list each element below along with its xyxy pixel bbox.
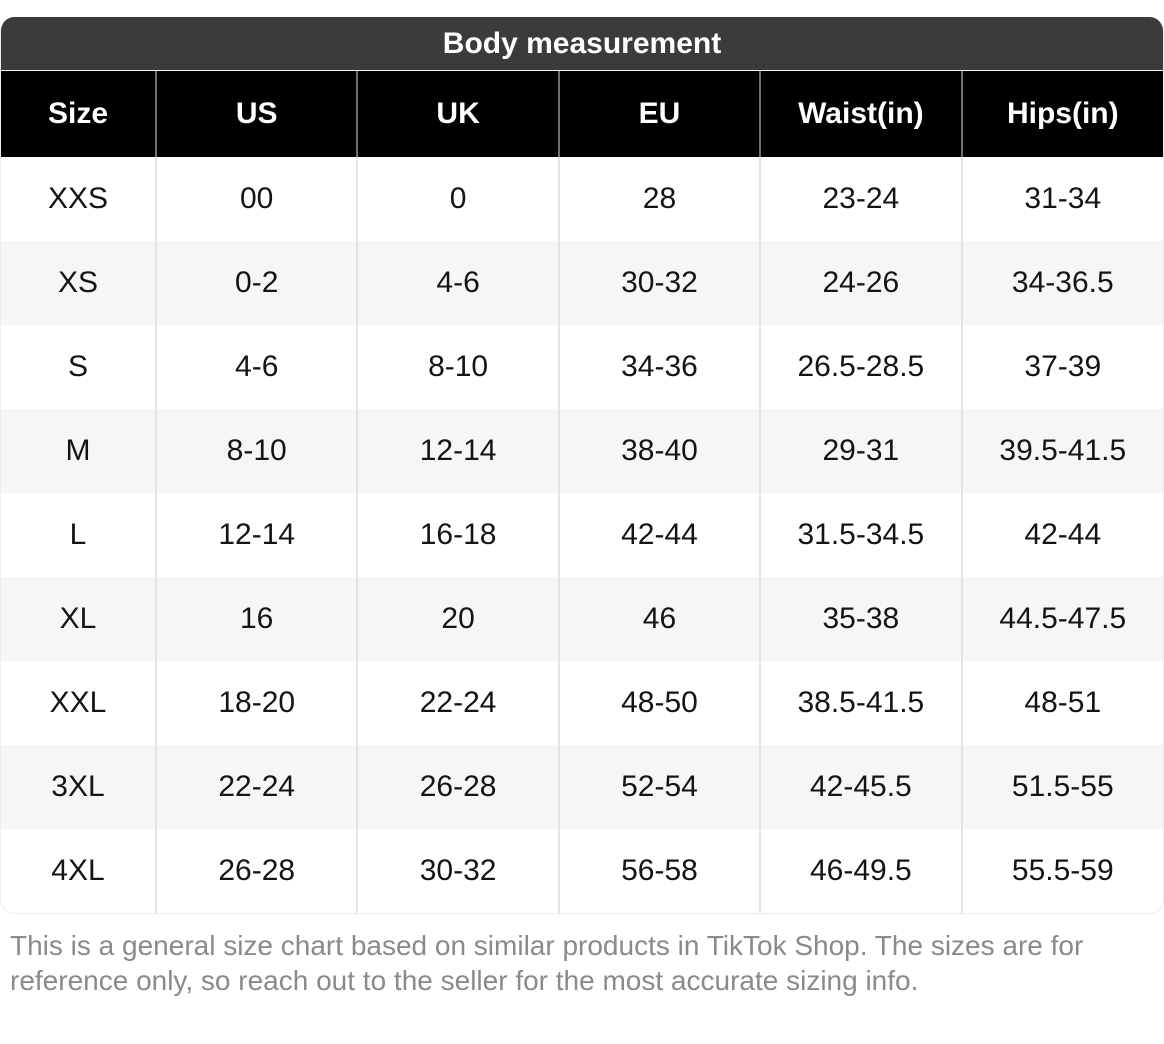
measurement-cell: 22-24	[156, 745, 357, 829]
measurement-cell: 42-45.5	[760, 745, 961, 829]
measurement-cell: 42-44	[559, 493, 760, 577]
measurement-cell: 23-24	[760, 157, 961, 241]
table-header	[1, 71, 1163, 157]
size-label-cell: S	[1, 325, 156, 409]
measurement-cell: 26-28	[156, 829, 357, 913]
measurement-cell: 31.5-34.5	[760, 493, 961, 577]
column-header-eu: EU	[559, 71, 760, 157]
body-measurement-table	[1, 71, 1163, 913]
measurement-cell: 55.5-59	[962, 829, 1163, 913]
header-row	[1, 71, 1163, 157]
table-row	[1, 829, 1163, 913]
size-label-cell: XXL	[1, 661, 156, 745]
table-row	[1, 577, 1163, 661]
column-header-size: Size	[1, 71, 156, 157]
table-row	[1, 325, 1163, 409]
measurement-cell: 4-6	[156, 325, 357, 409]
table-row	[1, 157, 1163, 241]
measurement-cell: 34-36	[559, 325, 760, 409]
measurement-cell: 52-54	[559, 745, 760, 829]
table-row	[1, 493, 1163, 577]
size-label-cell: L	[1, 493, 156, 577]
measurement-cell: 18-20	[156, 661, 357, 745]
measurement-cell: 35-38	[760, 577, 961, 661]
measurement-cell: 28	[559, 157, 760, 241]
measurement-cell: 34-36.5	[962, 241, 1163, 325]
measurement-cell: 48-51	[962, 661, 1163, 745]
measurement-cell: 16-18	[357, 493, 558, 577]
measurement-cell: 30-32	[559, 241, 760, 325]
measurement-cell: 29-31	[760, 409, 961, 493]
measurement-cell: 24-26	[760, 241, 961, 325]
measurement-cell: 46-49.5	[760, 829, 961, 913]
measurement-cell: 8-10	[156, 409, 357, 493]
measurement-cell: 37-39	[962, 325, 1163, 409]
measurement-cell: 46	[559, 577, 760, 661]
size-label-cell: M	[1, 409, 156, 493]
measurement-cell: 56-58	[559, 829, 760, 913]
measurement-cell: 26-28	[357, 745, 558, 829]
column-header-hips: Hips(in)	[962, 71, 1163, 157]
measurement-cell: 22-24	[357, 661, 558, 745]
measurement-cell: 38-40	[559, 409, 760, 493]
measurement-cell: 12-14	[357, 409, 558, 493]
size-label-cell: XL	[1, 577, 156, 661]
column-header-waist: Waist(in)	[760, 71, 961, 157]
size-label-cell: XXS	[1, 157, 156, 241]
measurement-cell: 51.5-55	[962, 745, 1163, 829]
measurement-cell: 00	[156, 157, 357, 241]
measurement-cell: 4-6	[357, 241, 558, 325]
measurement-cell: 38.5-41.5	[760, 661, 961, 745]
measurement-cell: 44.5-47.5	[962, 577, 1163, 661]
size-label-cell: 4XL	[1, 829, 156, 913]
size-table-body	[1, 157, 1163, 913]
size-chart-card	[0, 17, 1164, 914]
size-label-cell: 3XL	[1, 745, 156, 829]
table-row	[1, 745, 1163, 829]
size-label-cell: XS	[1, 241, 156, 325]
table-row	[1, 409, 1163, 493]
table-row	[1, 241, 1163, 325]
measurement-cell: 31-34	[962, 157, 1163, 241]
disclaimer-note: This is a general size chart based on similar products in TikTok Shop. The sizes are for reference only, so reach out to the seller for the most accurate sizing info.	[10, 930, 1084, 996]
measurement-cell: 0-2	[156, 241, 357, 325]
table-row	[1, 661, 1163, 745]
measurement-cell: 42-44	[962, 493, 1163, 577]
column-header-uk: UK	[357, 71, 558, 157]
measurement-cell: 48-50	[559, 661, 760, 745]
column-header-us: US	[156, 71, 357, 157]
size-chart-title: Body measurement	[1, 17, 1163, 71]
measurement-cell: 12-14	[156, 493, 357, 577]
measurement-cell: 26.5-28.5	[760, 325, 961, 409]
measurement-cell: 30-32	[357, 829, 558, 913]
measurement-cell: 16	[156, 577, 357, 661]
measurement-cell: 39.5-41.5	[962, 409, 1163, 493]
measurement-cell: 8-10	[357, 325, 558, 409]
measurement-cell: 0	[357, 157, 558, 241]
measurement-cell: 20	[357, 577, 558, 661]
